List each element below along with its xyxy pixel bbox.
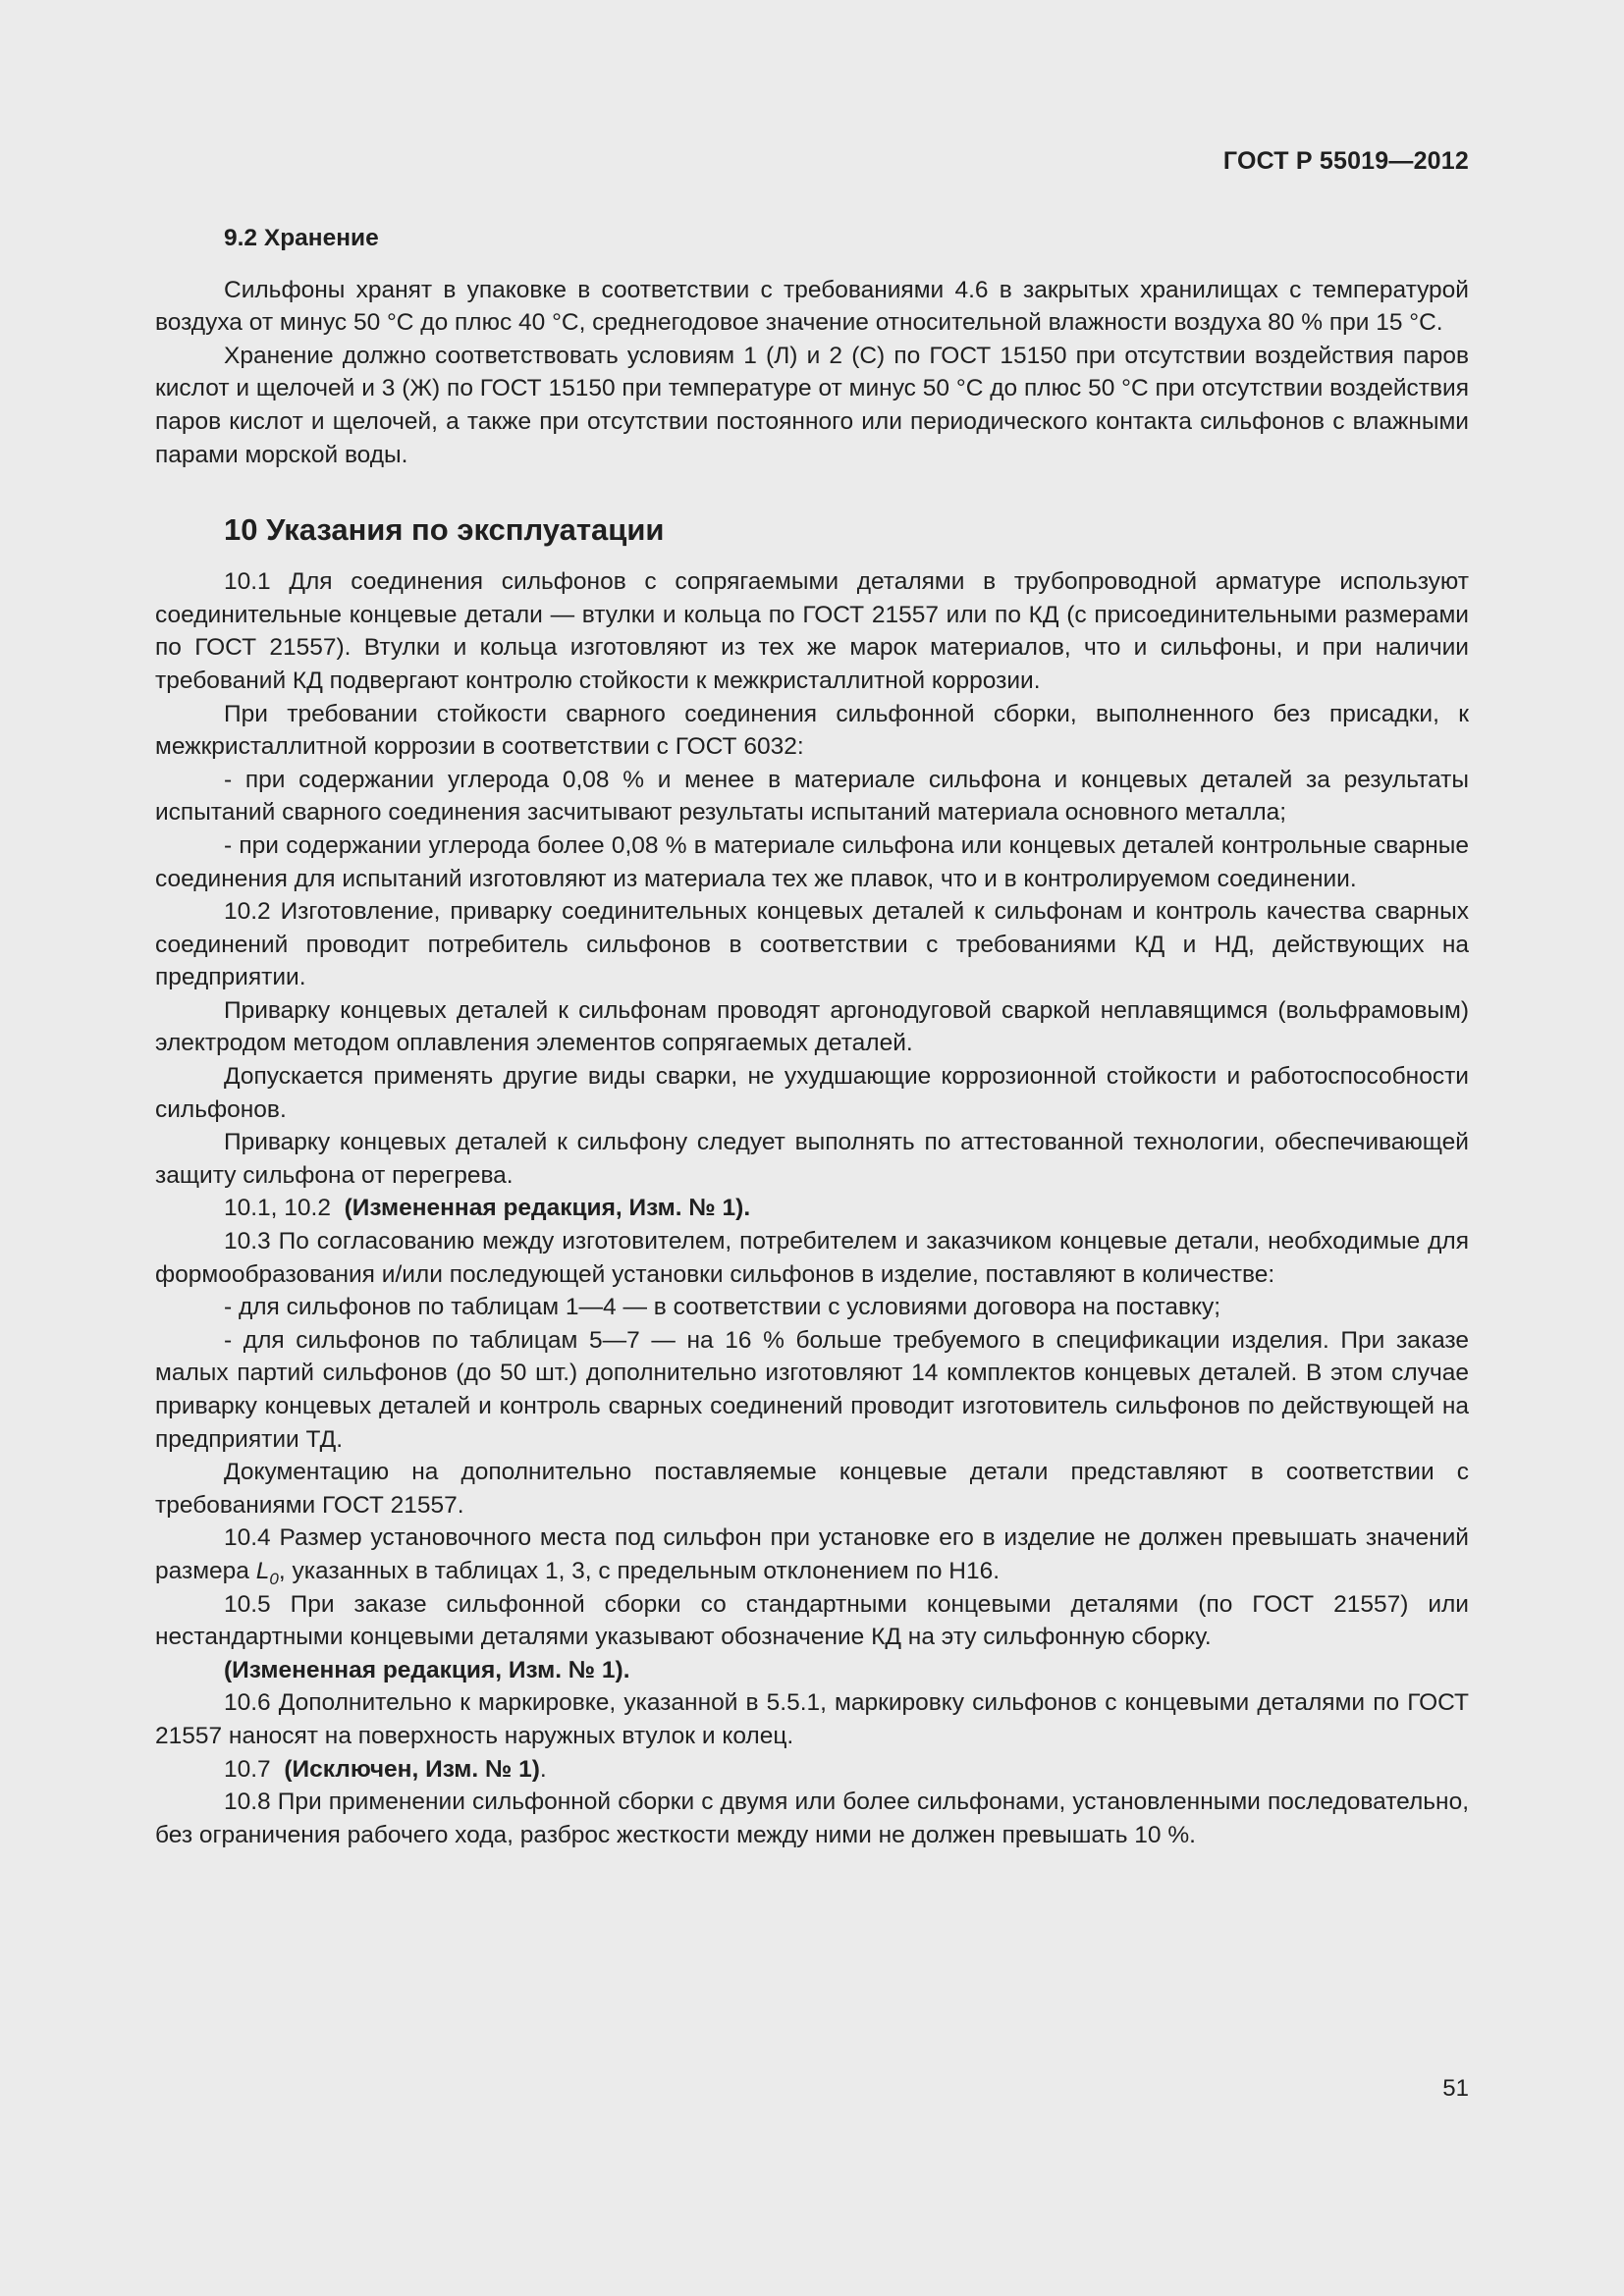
section-9-2-heading: 9.2 Хранение xyxy=(224,225,379,251)
list-item-tables-1-4: - для сильфонов по таблицам 1—4 — в соответствии с условиями договора на поставку; xyxy=(224,1294,1221,1321)
paragraph-corrosion-requirement: При требовании стойкости сварного соединения сильфонной сборки, выполненного без присадки, к межкристаллитной коррозии в соответствии с ГОСТ 6032: xyxy=(155,700,1469,761)
paragraph-other-welding: Допускается применять другие виды сварки, не ухудшающие коррозионной стойкости и работоспособности сильфонов. xyxy=(155,1063,1469,1123)
paragraph-storage-conditions: Сильфоны хранят в упаковке в соответствии с требованиями 4.6 в закрытых хранилищах с температурой воздуха от минус 50 °С до плюс 40 °С, среднегодовое значение относительной влажности воздуха 80 % при 15 °С. xyxy=(155,276,1469,337)
paragraph-10-5: 10.5 При заказе сильфонной сборки со стандартными концевыми деталями (по ГОСТ 21557) или нестандартными концевыми деталями указывают обозначение КД на эту сильфонную сборку. xyxy=(155,1590,1469,1651)
paragraph-welding-technology: Приварку концевых деталей к сильфону следует выполнять по аттестованной технологии, обеспечивающей защиту сильфона от перегрева. xyxy=(155,1129,1469,1189)
list-item-carbon-high: - при содержании углерода более 0,08 % в материале сильфона или концевых деталей контрольные сварные соединения для испытаний изготовляют из материала тех же плавок, что и в контролируемом соединении. xyxy=(155,831,1469,892)
paragraph-welding-method: Приварку концевых деталей к сильфонам проводят аргонодуговой сваркой неплавящимся (вольфрамовым) электродом методом оплавления элементов сопрягаемых деталей. xyxy=(155,996,1469,1057)
paragraph-10-7: 10.7 (Исключен, Изм. № 1). xyxy=(224,1755,547,1783)
paragraph-10-1: 10.1 Для соединения сильфонов с сопрягаемыми деталями в трубопроводной арматуре используют соединительные концевые детали — втулки и кольца по ГОСТ 21557 или по КД (с присоединительными размерами по ГОСТ 21557). Втулки и кольца изготовляют из тех же марок материалов, что и сильфоны, и при наличии требований КД подвергают контролю стойкости к межкристаллитной коррозии. xyxy=(155,568,1469,694)
paragraph-10-4: 10.4 Размер установочного места под сильфон при установке его в изделие не должен превышать значений размера $L_0$, указанных в таблицах 1, 3, с предельным отклонением по Н16. xyxy=(155,1524,1469,1588)
paragraph-10-8: 10.8 При применении сильфонной сборки с двумя или более сильфонами, установленными последовательно, без ограничения рабочего хода, разброс жесткости между ними не должен превышать 10 %. xyxy=(155,1789,1469,1848)
amendment-note-10-5: (Измененная редакция, Изм. № 1). xyxy=(224,1656,630,1683)
section-10-heading: 10 Указания по эксплуатации xyxy=(224,512,665,548)
paragraph-documentation: Документацию на дополнительно поставляемые концевые детали представляют в соответствии с требованиями ГОСТ 21557. xyxy=(155,1459,1469,1519)
list-item-tables-5-7: - для сильфонов по таблицам 5—7 — на 16 % больше требуемого в спецификации изделия. При заказе малых партий сильфонов (до 50 шт.) дополнительно изготовляют 14 комплектов концевых деталей. В этом случае приварку концевых деталей и контроль сварных соединений проводит изготовитель сильфонов по действующей на предприятии ТД. xyxy=(155,1326,1469,1453)
paragraph-storage-requirements: Хранение должно соответствовать условиям 1 (Л) и 2 (С) по ГОСТ 15150 при отсутствии воздействия паров кислот и щелочей и 3 (Ж) по ГОСТ 15150 при температуре от минус 50 °С до плюс 50 °С при отсутствии воздействия паров кислот и щелочей, а также при отсутствии постоянного или периодического контакта сильфонов с влажными парами морской воды. xyxy=(155,342,1469,468)
amendment-note-10-1-10-2 xyxy=(155,1192,1469,1225)
symbol-l0: $L_0$ xyxy=(255,1557,279,1588)
paragraph-10-2: 10.2 Изготовление, приварку соединительных концевых деталей к сильфонам и контроль качества сварных соединений проводит потребитель сильфонов в соответствии с требованиями КД и НД, действующих на предприятии. xyxy=(155,898,1469,991)
document-standard-number: ГОСТ Р 55019—2012 xyxy=(1222,147,1469,175)
page-number: 51 xyxy=(1442,2075,1469,2102)
document-body xyxy=(155,222,1469,1851)
amendment-ref: 10.1, 10.2 xyxy=(224,1195,331,1222)
list-item-carbon-low: - при содержании углерода 0,08 % и менее в материале сильфона и концевых деталей за результаты испытаний сварного соединения засчитывают результаты испытаний материала основного металла; xyxy=(155,766,1469,827)
paragraph-10-3: 10.3 По согласованию между изготовителем, потребителем и заказчиком концевые детали, необходимые для формообразования и/или последующей установки сильфонов в изделие, поставляют в количестве: xyxy=(155,1228,1469,1288)
paragraph-10-6: 10.6 Дополнительно к маркировке, указанной в 5.5.1, маркировку сильфонов с концевыми деталями по ГОСТ 21557 наносят на поверхность наружных втулок и колец. xyxy=(155,1689,1469,1749)
amendment-text: (Измененная редакция, Изм. № 1). xyxy=(344,1195,751,1222)
